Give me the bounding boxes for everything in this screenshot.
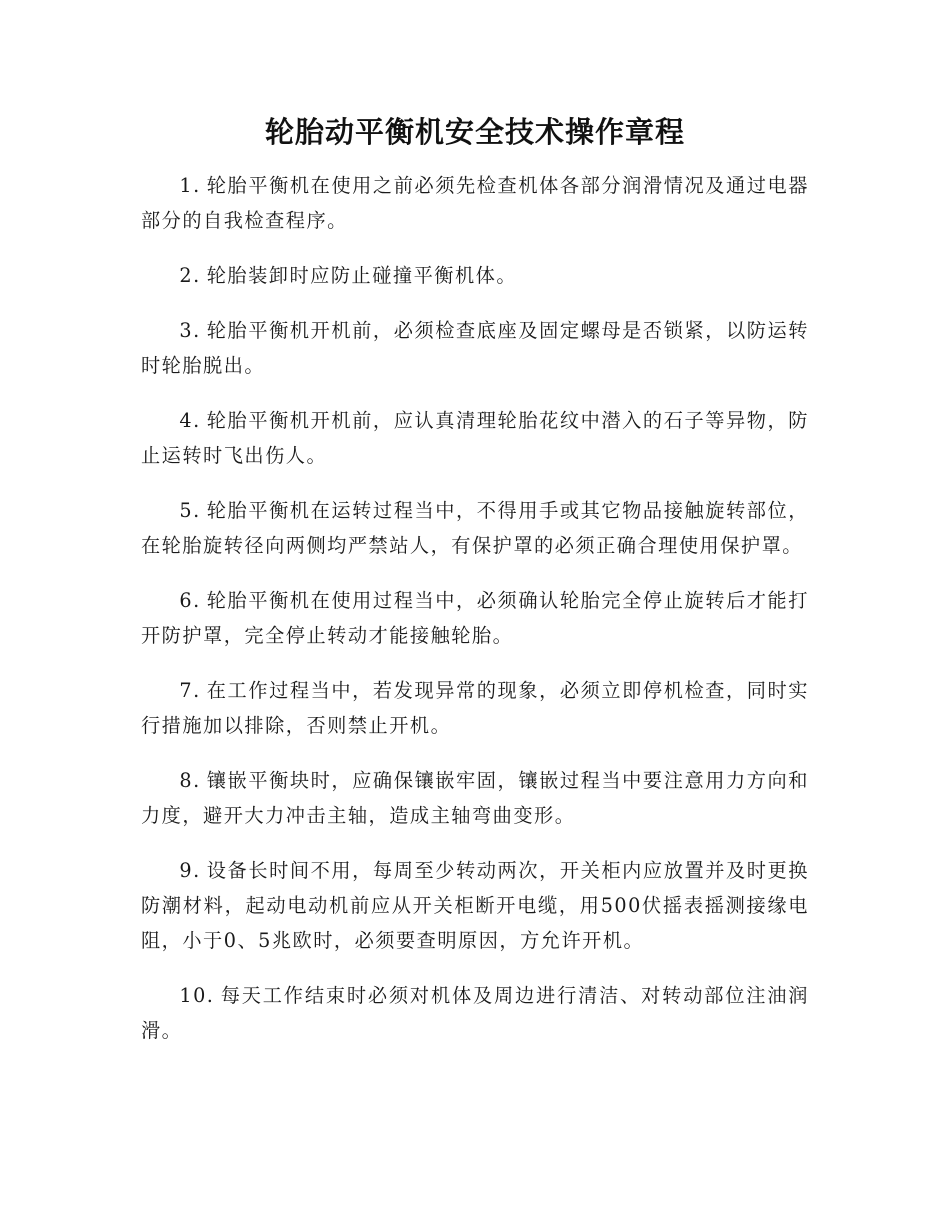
paragraph-2 [141, 258, 809, 293]
paragraph-text: 在工作过程当中，若发现异常的现象，必须立即停机检查，同时实行措施加以排除，否则禁止开机。 [141, 679, 809, 737]
paragraph-number: 2. [179, 264, 201, 287]
paragraph-3 [141, 313, 809, 383]
paragraph-text: 每天工作结束时必须对机体及周边进行清洁、对转动部位注油润滑。 [141, 984, 809, 1042]
paragraph-9 [141, 853, 809, 958]
paragraph-text: 轮胎平衡机在运转过程当中，不得用手或其它物品接触旋转部位，在轮胎旋转径向两侧均严禁站人，有保护罩的必须正确合理使用保护罩。 [141, 499, 809, 557]
paragraph-number: 5. [179, 499, 201, 522]
paragraph-text: 镶嵌平衡块时，应确保镶嵌牢固，镶嵌过程当中要注意用力方向和力度，避开大力冲击主轴，造成主轴弯曲变形。 [141, 769, 809, 827]
paragraph-number: 9. [179, 859, 201, 882]
paragraph-number: 6. [179, 589, 201, 612]
paragraph-text: 轮胎装卸时应防止碰撞平衡机体。 [206, 264, 518, 287]
paragraph-text: 轮胎平衡机开机前，必须检查底座及固定螺母是否锁紧，以防运转时轮胎脱出。 [141, 319, 809, 377]
paragraph-1 [141, 168, 809, 238]
paragraph-number: 8. [179, 769, 201, 792]
paragraph-text: 轮胎平衡机开机前，应认真清理轮胎花纹中潜入的石子等异物，防止运转时飞出伤人。 [141, 409, 809, 467]
paragraph-5 [141, 493, 809, 563]
document-body [141, 168, 809, 1068]
document-title: 轮胎动平衡机安全技术操作章程 [264, 115, 685, 149]
paragraph-6 [141, 583, 809, 653]
paragraph-number: 3. [179, 319, 201, 342]
paragraph-number: 1. [179, 174, 201, 197]
paragraph-7 [141, 673, 809, 743]
paragraph-text: 轮胎平衡机在使用过程当中，必须确认轮胎完全停止旋转后才能打开防护罩，完全停止转动才能接触轮胎。 [141, 589, 809, 647]
paragraph-text: 设备长时间不用，每周至少转动两次，开关柜内应放置并及时更换防潮材料，起动电动机前应从开关柜断开电缆，用500伏摇表摇测接缘电阻，小于0、5兆欧时，必须要查明原因，方允许开机。 [141, 859, 809, 952]
paragraph-text: 轮胎平衡机在使用之前必须先检查机体各部分润滑情况及通过电器部分的自我检查程序。 [141, 174, 809, 232]
paragraph-number: 10. [179, 984, 215, 1007]
paragraph-4 [141, 403, 809, 473]
paragraph-number: 7. [179, 679, 201, 702]
paragraph-number: 4. [179, 409, 201, 432]
paragraph-8 [141, 763, 809, 833]
paragraph-10 [141, 978, 809, 1048]
